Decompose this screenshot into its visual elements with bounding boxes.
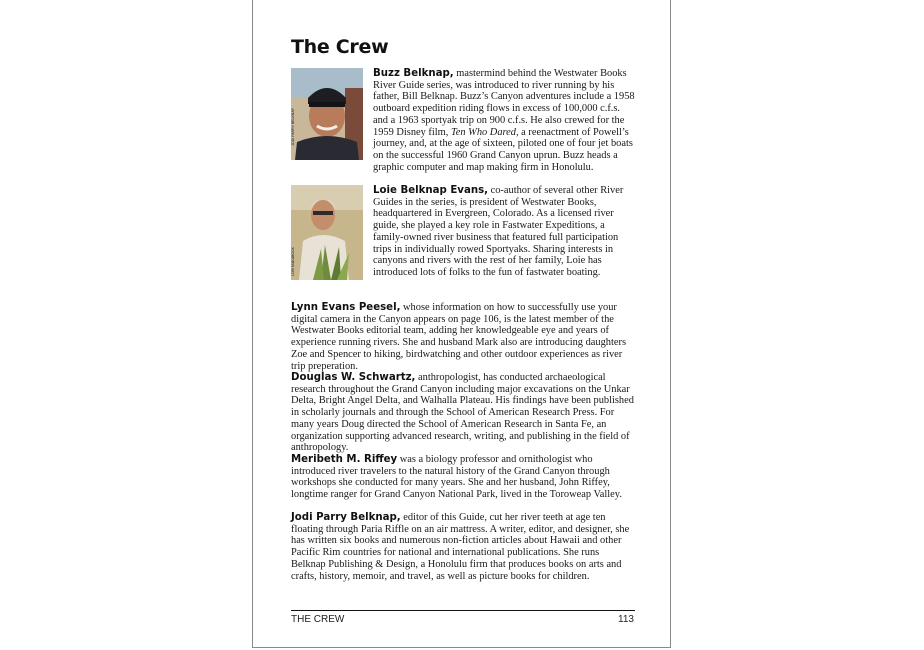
bio-name: Buzz Belknap, xyxy=(373,68,454,79)
bio-text: co-author of several other River Guides in the series, is president of Westwater Books, headquartered in Evergreen, Colorado. As a licensed river guide, she played a key role in Fastwater Expeditions, a family-owned river business that featured full participation trips in individually rowed Sportyaks. Sharing interests in canyons and rivers with the rest of her family, Loie has introduced lots of folks to the fun of fastwater boating. xyxy=(373,185,624,278)
bio-buzz-belknap xyxy=(373,68,635,173)
bio-lynn-evans-peesel xyxy=(291,302,635,372)
bio-name: Lynn Evans Peesel, xyxy=(291,302,401,313)
page-title: The Crew xyxy=(291,36,389,58)
footer-section-label: THE CREW xyxy=(291,614,345,625)
footer-page-number: 113 xyxy=(618,614,634,625)
bio-text: was a biology professor and ornithologist who introduced river travelers to the natural history of the Grand Canyon through workshops she conducted for many years. She and her husband, John Riffey, longtime ranger for Grand Canyon National Park, lived in the Toroweap Valley. xyxy=(291,454,622,501)
bio-name: Meribeth M. Riffey xyxy=(291,454,398,465)
bio-text: editor of this Guide, cut her river teeth at age ten floating through Paria Riffle on an air mattress. A writer, editor, and designer, she has written six books and numerous non-fiction articles about Hawaii and other Pacific Rim countries for national and international publications. She runs Belknap Publishing & Design, a Honolulu firm that produces books on arts and crafts, history, memoir, and travel, as well as picture books for children. xyxy=(291,512,630,582)
bio-text: anthropologist, has conducted archaeological research throughout the Grand Canyon including major excavations on the Unkar Delta, Bright Angel Delta, and Walhalla Plateau. His findings have been published in scholarly journals and through the School of American Research Press. For many years Doug directed the School of American Research in Santa Fe, an organization supporting advanced research, writing, and publishing in the field of anthropology. xyxy=(291,372,634,454)
bio-douglas-w-schwartz xyxy=(291,372,635,454)
bio-meribeth-m-riffey xyxy=(291,454,635,501)
buzz-photo-credit: JODI PARRY BELKNAP xyxy=(291,108,295,146)
bio-loie-belknap-evans xyxy=(373,185,635,279)
film-title: Ten Who Dared, xyxy=(450,126,519,138)
bio-jodi-parry-belknap xyxy=(291,512,635,582)
loie-photo-credit: LORI MAKABOCK xyxy=(291,247,295,276)
buzz-belknap-photo xyxy=(291,68,363,160)
loie-photo-image xyxy=(291,185,363,280)
book-page xyxy=(252,0,671,648)
bio-text-cont: a reenactment of Powell’s journey, and, at the age of sixteen, piloted one of four jet boats on the successful 1960 Grand Canyon uprun. Buzz heads a graphic computer and map making firm in Honolulu. xyxy=(373,126,633,173)
bio-text: whose information on how to successfully use your digital camera in the Canyon appears on page 106, is the latest member of the Westwater Books editorial team, adding her knowledgeable eye and years of experience running rivers. She and husband Mark also are introducing daughters Zoe and Spencer to hiking, birdwatching and other outdoor experiences as river trip preperation. xyxy=(291,302,626,372)
bio-name: Jodi Parry Belknap, xyxy=(291,512,401,523)
buzz-photo-image xyxy=(291,68,363,160)
bio-text: mastermind behind the Westwater Books River Guide series, was introduced to river running by his father, Bill Belknap. Buzz’s Canyon adventures include a 1958 outboard expedition riding flows in excess of 100,000 c.f.s. and a 1963 sportyak trip on 900 c.f.s. He also crewed for the 1959 Disney film, xyxy=(373,68,635,138)
footer-rule xyxy=(291,610,635,611)
bio-name: Douglas W. Schwartz, xyxy=(291,372,416,383)
loie-belknap-evans-photo xyxy=(291,185,363,280)
bio-name: Loie Belknap Evans, xyxy=(373,185,489,196)
